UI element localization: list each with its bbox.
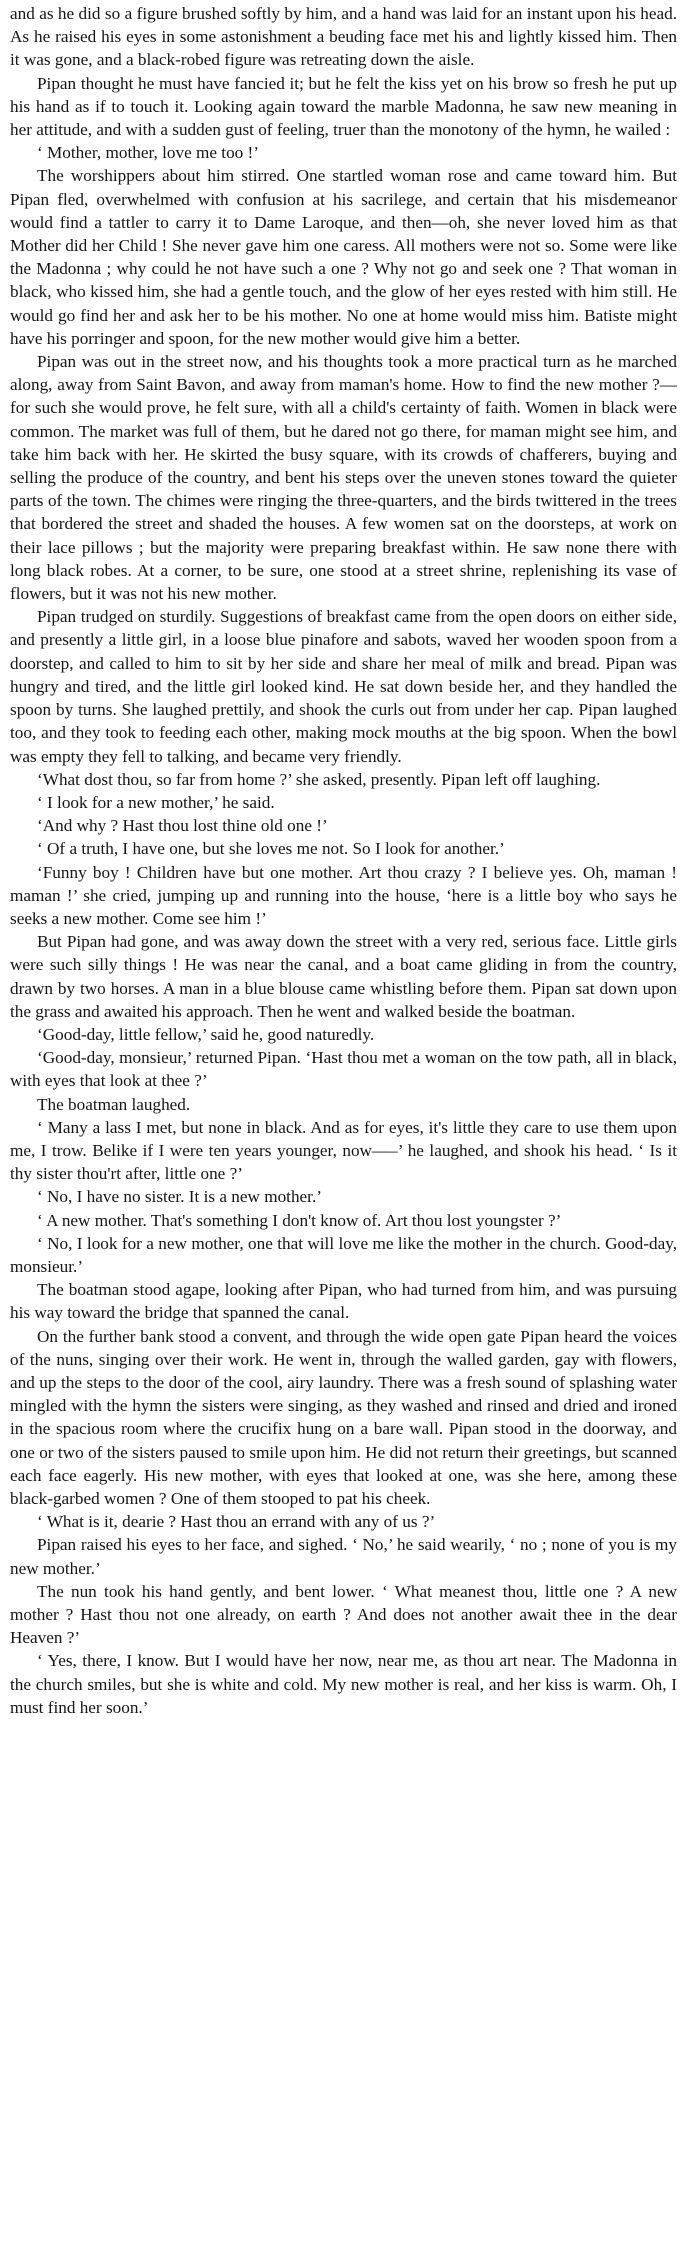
paragraph: ‘ Of a truth, I have one, but she loves me not. So I look for another.’: [37, 839, 505, 859]
paragraph: On the further bank stood a convent, and through the wide open gate Pipan heard the voices of the nuns, singing over their work. He went in, through the walled garden, gay with flowers, and up the steps to the door of the cool, airy laundry. There was a fresh sound of splashing water mingled with the hymn the sisters were singing, as they washed and rinsed and dried and ironed in the spacious room where the crucifix hung on a bare wall. Pipan stood in the doorway, and one or two of the sisters paused to smile upon him. He did not return their greetings, but scanned each face eagerly. His new mother, with eyes that looked at one, was she here, among these black-garbed women ? One of them stooped to pat his cheek.: [10, 1326, 677, 1508]
paragraph: and as he did so a figure brushed softly by him, and a hand was laid for an instant upon his head. As he raised his eyes in some astonishment a beuding face met his and lightly kissed him. Then it was gone, and a black-robed figure was retreating down the aisle.: [10, 4, 677, 70]
paragraph: The boatman laughed.: [37, 1094, 191, 1114]
paragraph: ‘Good-day, little fellow,’ said he, good naturedly.: [37, 1024, 375, 1044]
paragraph: ‘What dost thou, so far from home ?’ she asked, presently. Pipan left off laughing.: [37, 769, 601, 789]
paragraph: But Pipan had gone, and was away down the street with a very red, serious face. Little girls were such silly things ! He was near the canal, and a boat came gliding in from the country, drawn by two horses. A man in a blue blouse came whistling before them. Pipan sat down upon the grass and awaited his approach. Then he went and walked beside the boatman.: [10, 932, 677, 1021]
paragraph: ‘ Mother, mother, love me too !’: [37, 143, 260, 163]
paragraph: ‘Funny boy ! Children have but one mother. Art thou crazy ? I believe yes. Oh, maman ! maman !’ she cried, jumping up and running into the house, ‘here is a little boy who says he seeks a new mother. Come see him !’: [10, 862, 677, 928]
paragraph: The boatman stood agape, looking after Pipan, who had turned from him, and was pursuing his way toward the bridge that spanned the canal.: [10, 1280, 677, 1323]
paragraph: Pipan raised his eyes to her face, and sighed. ‘ No,’ he said wearily, ‘ no ; none of you is my new mother.’: [10, 1535, 677, 1578]
paragraph: ‘And why ? Hast thou lost thine old one !’: [37, 816, 328, 836]
paragraph: The worshippers about him stirred. One startled woman rose and came toward him. But Pipan fled, overwhelmed with confusion at his sacrilege, and certain that his misdemeanor would find a tattler to carry it to Dame Laroque, and then—oh, she never loved him as that Mother did her Child ! She never gave him one caress. All mothers were not so. Some were like the Madonna ; why could he not have such a one ? Why not go and seek one ? That woman in black, who kissed him, she had a gentle touch, and the glow of her eyes rested with him still. He would go find her and ask her to be his mother. No one at home would miss him. Batiste might have his porringer and spoon, for the new mother would give him a better.: [10, 166, 677, 348]
paragraph: ‘ Many a lass I met, but none in black. And as for eyes, it's little they care to use them upon me, I trow. Belike if I were ten years younger, now—–’ he laughed, and shook his head. ‘ Is it thy sister thou'rt after, little one ?’: [10, 1117, 677, 1184]
paragraph: ‘ A new mother. That's something I don't know of. Art thou lost youngster ?’: [37, 1210, 562, 1230]
paragraph: ‘ What is it, dearie ? Hast thou an errand with any of us ?’: [37, 1512, 436, 1532]
paragraph: Pipan thought he must have fancied it; but he felt the kiss yet on his brow so fresh he put up his hand as if to touch it. Looking again toward the marble Madonna, he saw new meaning in her attitude, and with a sudden gust of feeling, truer than the monotony of the hymn, he wailed :: [10, 73, 677, 140]
paragraph: ‘ No, I look for a new mother, one that will love me like the mother in the church. Good-day, monsieur.’: [10, 1233, 677, 1276]
paragraph: The nun took his hand gently, and bent lower. ‘ What meanest thou, little one ? A new mother ? Hast thou not one already, on earth ? And does not another await thee in the dear Heaven ?’: [10, 1581, 677, 1648]
paragraph: Pipan trudged on sturdily. Suggestions of breakfast came from the open doors on either side, and presently a little girl, in a loose blue pinafore and sabots, waved her wooden spoon from a doorstep, and called to him to sit by her side and share her meal of milk and bread. Pipan was hungry and tired, and the little girl looked kind. He sat down beside her, and they handled the spoon by turns. She laughed prettily, and shook the curls out from under her cap. Pipan laughed too, and they took to feeding each other, making mock mouths at the big spoon. When the bowl was empty they fell to talking, and became very friendly.: [10, 607, 677, 766]
paragraph: ‘Good-day, monsieur,’ returned Pipan. ‘Hast thou met a woman on the tow path, all in black, with eyes that look at thee ?’: [10, 1048, 677, 1091]
paragraph: ‘ No, I have no sister. It is a new mother.’: [37, 1187, 322, 1207]
paragraph: Pipan was out in the street now, and his thoughts took a more practical turn as he marched along, away from Saint Bavon, and away from maman's home. How to find the new mother ?—for such she would prove, he felt sure, with all a child's certainty of faith. Women in black were common. The market was full of them, but he dared not go there, for maman might see him, and take him back with her. He skirted the busy square, with its crowds of chafferers, buying and selling the produce of the country, and bent his steps over the uneven stones toward the quieter parts of the town. The chimes were ringing the three-quarters, and the birds twittered in the trees that bordered the street and shaded the houses. A few women sat on the doorsteps, at work on their lace pillows ; but the majority were preparing breakfast within. He saw none there with long black robes. At a corner, to be sure, one stood at a street shrine, replenishing its vase of flowers, but it was not his new mother.: [10, 352, 677, 604]
paragraph: ‘ Yes, there, I know. But I would have her now, near me, as thou art near. The Madonna in the church smiles, but she is white and cold. My new mother is real, and her kiss is warm. Oh, I must find her soon.’: [10, 1651, 677, 1717]
paragraph: ‘ I look for a new mother,’ he said.: [37, 792, 275, 812]
